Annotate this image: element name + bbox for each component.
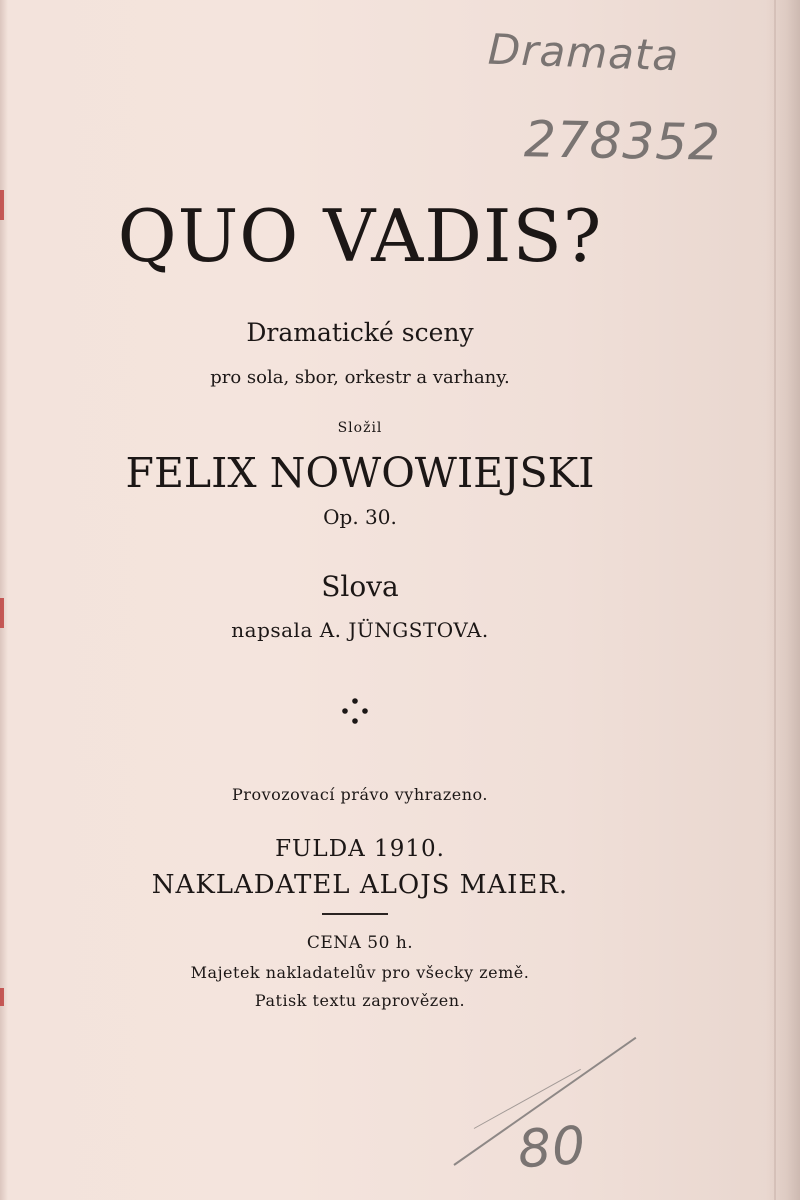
opus-number: Op. 30. bbox=[323, 505, 397, 529]
price-label: CENA 50 h. bbox=[306, 933, 414, 953]
four-dot-ornament-icon bbox=[340, 696, 370, 726]
handwritten-top-note: Dramata bbox=[487, 24, 680, 81]
words-label: Slova bbox=[321, 570, 399, 603]
composer-name: FELIX NOWOWIEJSKI bbox=[125, 449, 595, 497]
edge-color-mark bbox=[0, 598, 4, 628]
handwritten-bottom-note: 80 bbox=[515, 1115, 589, 1181]
reprint-notice: Patisk textu zaprovězen. bbox=[254, 991, 466, 1010]
place-year: FULDA 1910. bbox=[275, 836, 445, 862]
page-title: QUO VADIS? bbox=[117, 194, 603, 278]
page-fold-line bbox=[774, 0, 776, 1200]
edge-color-mark bbox=[0, 988, 4, 1006]
performance-rights-notice: Provozovací právo vyhrazeno. bbox=[232, 785, 488, 804]
author-line: napsala A. JÜNGSTOVA. bbox=[231, 618, 489, 642]
handwritten-catalog-number: 278352 bbox=[523, 110, 722, 172]
publisher-name: NAKLADATEL ALOJS MAIER. bbox=[151, 870, 569, 900]
ownership-notice: Majetek nakladatelův pro všecky země. bbox=[190, 963, 530, 982]
publisher-divider bbox=[322, 913, 388, 915]
performance-line: pro sola, sbor, orkestr a varhany. bbox=[210, 367, 510, 388]
composer-label: Složil bbox=[337, 420, 383, 436]
page-subtitle: Dramatické sceny bbox=[246, 318, 474, 347]
right-page-shadow bbox=[766, 0, 800, 1200]
edge-color-mark bbox=[0, 190, 4, 220]
